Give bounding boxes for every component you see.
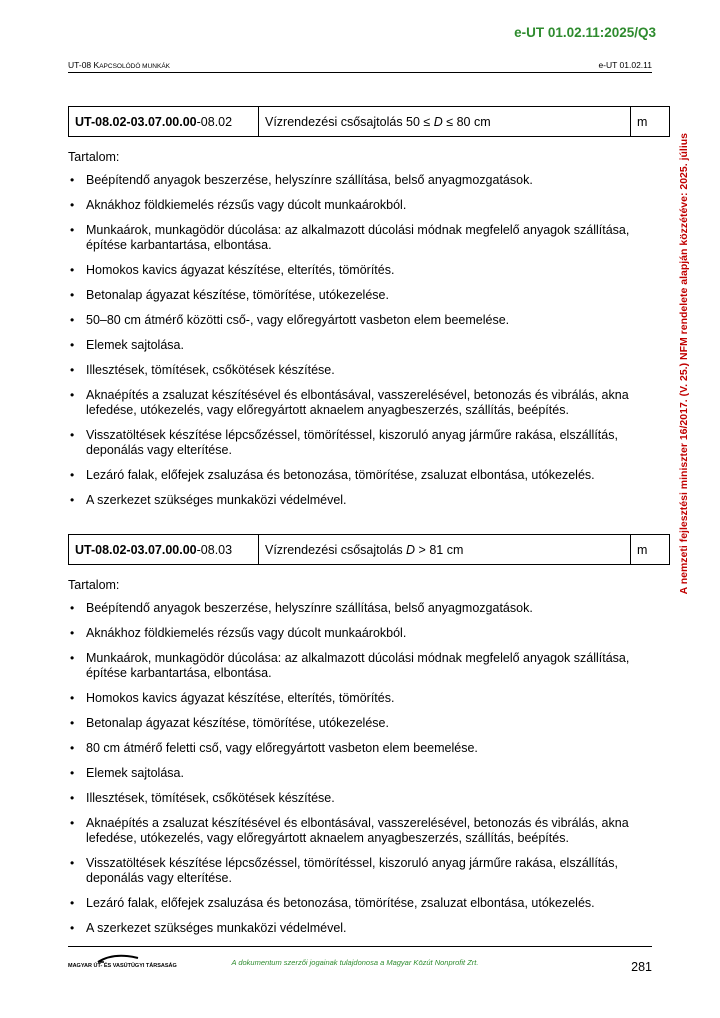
list-item: • Elemek sajtolása. (70, 338, 184, 352)
list-item: • Betonalap ágyazat készítése, tömörítése, utókezelése. (70, 288, 389, 302)
company-logo-text: MAGYAR ÚT- ÉS VASÚTÜGYI TÁRSASÁG (68, 963, 177, 969)
list-item: • A szerkezet szükséges munkaközi védelmével. (70, 493, 347, 507)
content-list (68, 601, 670, 936)
list-item: • Munkaárok, munkagödör dúcolása: az alkalmazott dúcolási módnak megfelelő anyagok szállítása, építése karbantartása, elbontása. (70, 651, 630, 680)
list-item: • Aknákhoz földkiemelés rézsűs vagy dúcolt munkaárokból. (70, 198, 407, 212)
footer-divider (68, 946, 652, 947)
list-item: • Beépítendő anyagok beszerzése, helyszínre szállítása, belső anyagmozgatások. (70, 601, 533, 615)
list-item: • 50–80 cm átmérő közötti cső-, vagy előregyártott vasbeton elem beemelése. (70, 313, 510, 327)
list-item: • Homokos kavics ágyazat készítése, elterítés, tömörítés. (70, 263, 395, 277)
running-header-doc: e-UT 01.02.11 (598, 60, 652, 70)
list-item: • Munkaárok, munkagödör dúcolása: az alkalmazott dúcolási módnak megfelelő anyagok szállítása, építése karbantartása, elbontása. (70, 223, 630, 252)
side-publication-note: A nemzeti fejlesztési miniszter 16/2017. (V. 25.) NFM rendelete alapján közzétéve: 2025. július (678, 132, 690, 595)
item-unit: m (637, 542, 648, 557)
item-unit: m (637, 114, 648, 129)
list-item: • 80 cm átmérő feletti cső, vagy előregyártott vasbeton elem beemelése. (70, 741, 478, 755)
item-description: Vízrendezési csősajtolás D > 81 cm (259, 535, 631, 564)
item-code: UT-08.02-03.07.00.00 -08.03 (69, 535, 259, 564)
content-list (68, 173, 670, 508)
item-description: Vízrendezési csősajtolás 50 ≤ D ≤ 80 cm (259, 107, 631, 136)
list-item: • Visszatöltések készítése lépcsőzéssel, tömörítéssel, kiszoruló anyag járműre rakása, elszállítás, deponálás vagy elterítése. (70, 856, 618, 885)
list-item: • Homokos kavics ágyazat készítése, elterítés, tömörítés. (70, 691, 395, 705)
running-header (68, 60, 652, 73)
content-label: Tartalom: (68, 150, 120, 164)
list-item: • Lezáró falak, előfejek zsaluzása és betonozása, tömörítése, zsaluzat elbontása, utókezelés. (70, 468, 595, 482)
running-header-chapter: UT-08 KAPCSOLÓDÓ MUNKÁK (68, 60, 170, 70)
list-item: • Betonalap ágyazat készítése, tömörítése, utókezelése. (70, 716, 389, 730)
item-code: UT-08.02-03.07.00.00 -08.02 (69, 107, 259, 136)
document-code: e-UT 01.02.11:2025/Q3 (514, 25, 656, 40)
list-item: • A szerkezet szükséges munkaközi védelmével. (70, 921, 347, 935)
page-number: 281 (631, 960, 652, 974)
list-item: • Visszatöltések készítése lépcsőzéssel, tömörítéssel, kiszoruló anyag járműre rakása, elszállítás, deponálás vagy elterítése. (70, 428, 618, 457)
list-item: • Aknaépítés a zsaluzat készítésével és elbontásával, vasszerelésével, betonozás és vibrálás, akna lefedése, utókezelés, vagy előregyártott aknaelem anyagbeszerzés, szállítás, beépítés. (70, 388, 629, 417)
company-logo-icon (68, 952, 160, 972)
list-item: • Aknaépítés a zsaluzat készítésével és elbontásával, vasszerelésével, betonozás és vibrálás, akna lefedése, utókezelés, vagy előregyártott aknaelem anyagbeszerzés, szállítás, beépítés. (70, 816, 629, 845)
item-section-1 (68, 106, 670, 518)
list-item: • Illesztések, tömítések, csőkötések készítése. (70, 791, 335, 805)
content-label: Tartalom: (68, 578, 120, 592)
list-item: • Aknákhoz földkiemelés rézsűs vagy dúcolt munkaárokból. (70, 626, 407, 640)
list-item: • Lezáró falak, előfejek zsaluzása és betonozása, tömörítése, zsaluzat elbontása, utókezelés. (70, 896, 595, 910)
item-header-table (68, 534, 670, 565)
item-section-2 (68, 534, 670, 946)
item-header-table (68, 106, 670, 137)
list-item: • Illesztések, tömítések, csőkötések készítése. (70, 363, 335, 377)
copyright-notice: A dokumentum szerzői jogainak tulajdonosa a Magyar Közút Nonprofit Zrt. (231, 958, 479, 967)
list-item: • Beépítendő anyagok beszerzése, helyszínre szállítása, belső anyagmozgatások. (70, 173, 533, 187)
list-item: • Elemek sajtolása. (70, 766, 184, 780)
